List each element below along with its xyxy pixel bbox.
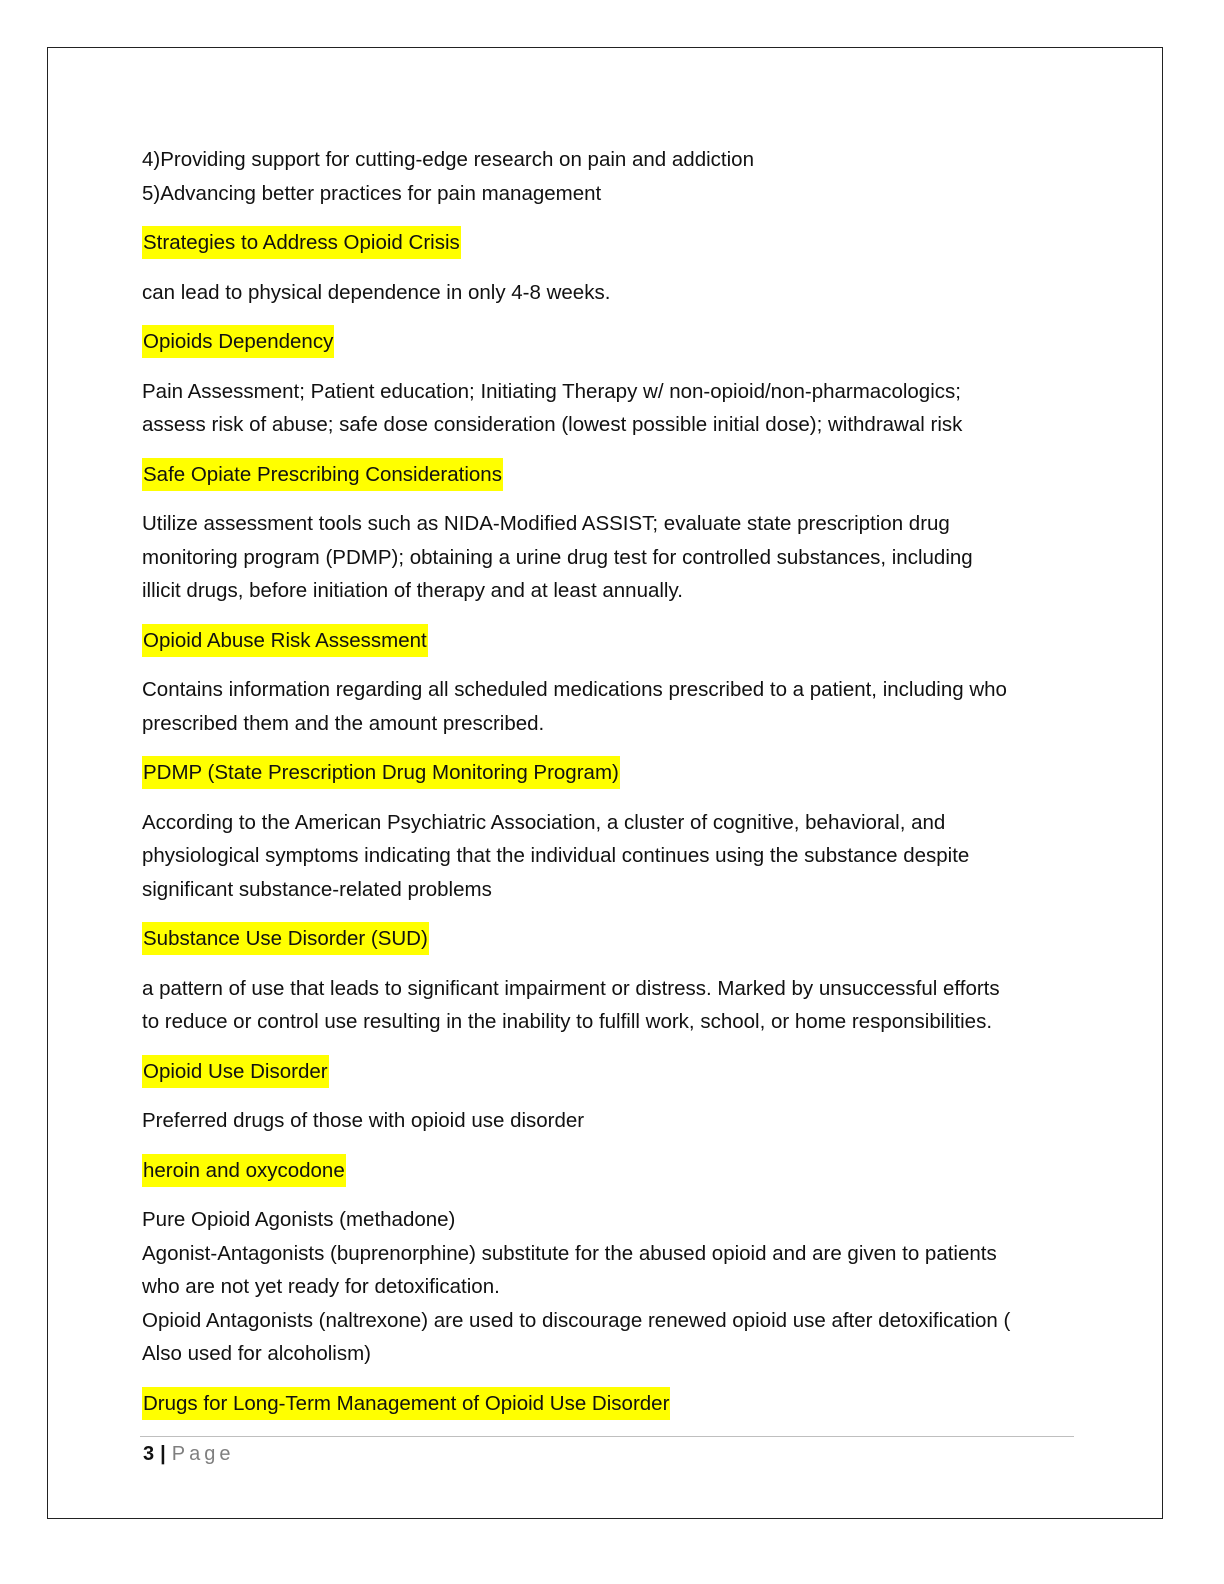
definition-paragraph: a pattern of use that leads to significant impairment or distress. Marked by unsuccessful efforts to reduce or control use resulting in the inability to fulfill work, school, or home responsibilities. xyxy=(142,976,1000,1033)
definition-paragraph: Pain Assessment; Patient education; Initiating Therapy w/ non-opioid/non-pharmacologics; assess risk of abuse; safe dose consideration (lowest possible initial dose); withdrawal risk xyxy=(142,379,963,436)
term-heading: PDMP (State Prescription Drug Monitoring Program) xyxy=(142,756,1077,790)
page-number: 3 xyxy=(143,1443,155,1465)
page-footer xyxy=(143,1440,234,1468)
definition-paragraph: Utilize assessment tools such as NIDA-Modified ASSIST; evaluate state prescription drug monitoring program (PDMP); obtaining a urine drug test for controlled substances, including illicit drugs, before initiation of therapy and at least annually. xyxy=(142,512,973,602)
document-body xyxy=(142,143,1077,1436)
list-item: 5)Advancing better practices for pain management xyxy=(142,181,602,205)
term-heading: Substance Use Disorder (SUD) xyxy=(142,922,1077,956)
definition-paragraph: Contains information regarding all scheduled medications prescribed to a patient, including who prescribed them and the amount prescribed. xyxy=(142,678,1007,735)
intro-list xyxy=(142,143,1077,210)
term-heading: Opioid Abuse Risk Assessment xyxy=(142,624,1077,658)
footer-separator: | xyxy=(160,1443,166,1465)
page-label: Page xyxy=(171,1443,235,1465)
term-heading: Opioid Use Disorder xyxy=(142,1055,1077,1089)
definition-paragraph: Pure Opioid Agonists (methadone) Agonist-Antagonists (buprenorphine) substitute for the abused opioid and are given to patients who are not yet ready for detoxification. Opioid Antagonists (naltrexone) are used to discourage renewed opioid use after detoxification ( Also used for alcoholism) xyxy=(142,1208,1011,1365)
term-heading: Safe Opiate Prescribing Considerations xyxy=(142,458,1077,492)
term-heading: heroin and oxycodone xyxy=(142,1154,1077,1188)
term-heading: Strategies to Address Opioid Crisis xyxy=(142,226,1077,260)
definition-paragraph: According to the American Psychiatric Association, a cluster of cognitive, behavioral, and physiological symptoms indicating that the individual continues using the substance despite significant substance-related problems xyxy=(142,810,970,901)
definition-paragraph: Preferred drugs of those with opioid use disorder xyxy=(142,1109,585,1132)
term-heading: Drugs for Long-Term Management of Opioid Use Disorder xyxy=(142,1387,1077,1421)
term-heading: Opioids Dependency xyxy=(142,325,1077,359)
footer-rule xyxy=(140,1436,1074,1437)
list-item: 4)Providing support for cutting-edge research on pain and addiction xyxy=(142,148,754,171)
definition-paragraph: can lead to physical dependence in only 4-8 weeks. xyxy=(142,280,611,304)
